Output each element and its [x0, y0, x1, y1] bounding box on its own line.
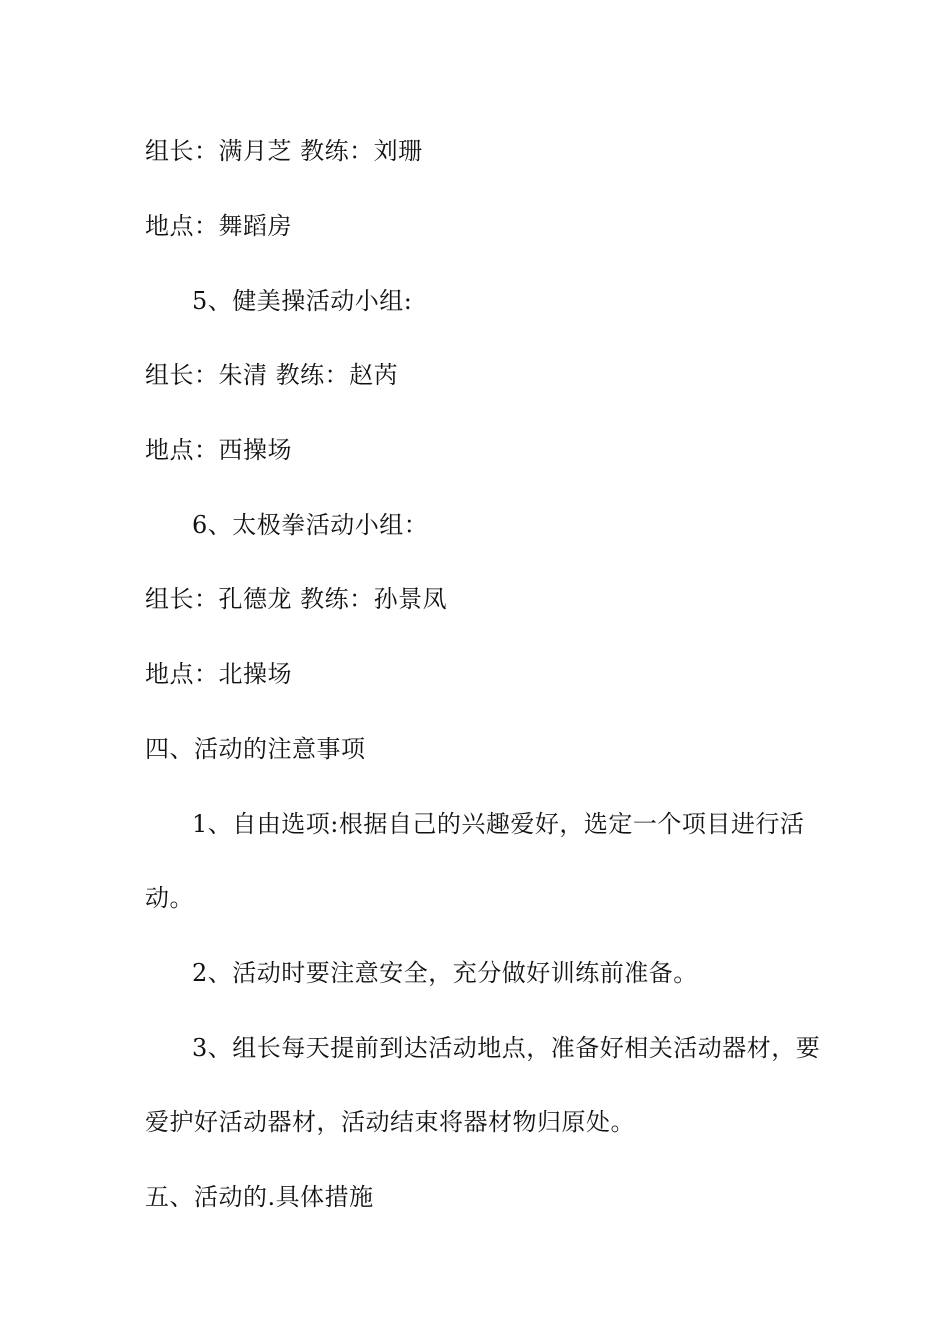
note-item-3: 3、组长每天提前到达活动地点，准备好相关活动器材，要: [192, 1034, 821, 1062]
section-heading-notes: 四、活动的注意事项: [145, 735, 366, 763]
location-line: 地点：西操场: [145, 436, 292, 464]
group-leader-coach-line: 组长：朱清 教练：赵芮: [145, 361, 399, 389]
location-line: 地点：舞蹈房: [145, 212, 292, 240]
location-line: 地点：北操场: [145, 660, 292, 688]
group-heading-aerobics: 5、健美操活动小组:: [192, 287, 413, 315]
note-item-1-continued: 动。: [145, 884, 194, 912]
group-leader-coach-line: 组长：孔德龙 教练：孙景凤: [145, 585, 448, 613]
note-item-2: 2、活动时要注意安全，充分做好训练前准备。: [192, 959, 698, 987]
section-heading-measures: 五、活动的.具体措施: [145, 1183, 374, 1211]
note-item-3-continued: 爱护好活动器材，活动结束将器材物归原处。: [145, 1108, 635, 1136]
group-heading-taichi: 6、太极拳活动小组：: [192, 511, 429, 539]
note-item-1: 1、自由选项:根据自己的兴趣爱好，选定一个项目进行活: [192, 810, 805, 838]
group-leader-coach-line: 组长：满月芝 教练：刘珊: [145, 137, 423, 165]
